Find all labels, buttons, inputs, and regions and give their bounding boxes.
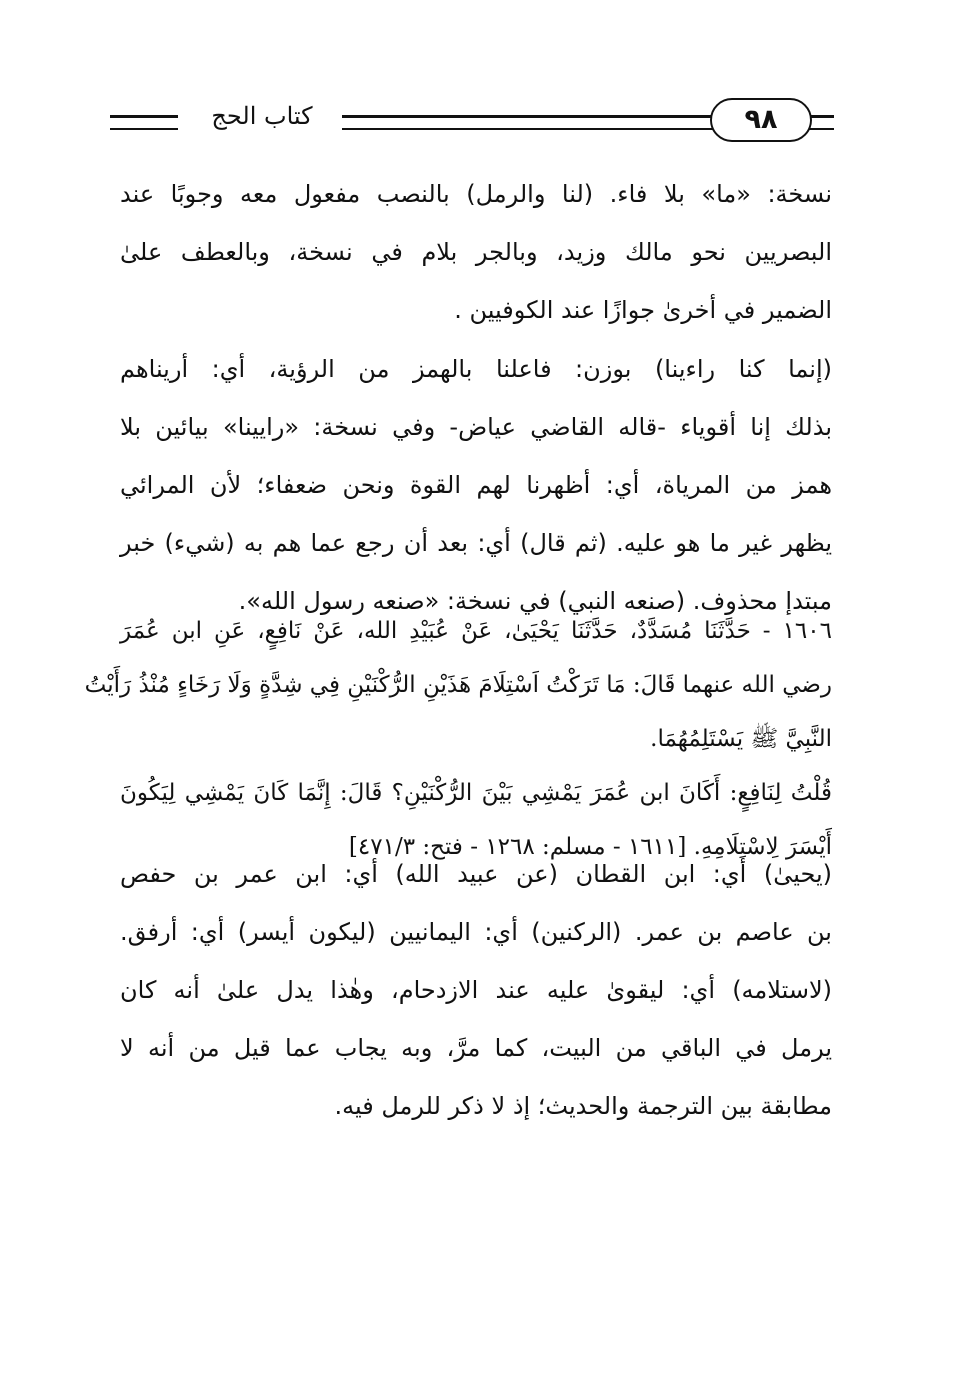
page-number: ٩٨ <box>710 98 812 142</box>
text-line: البصريين نحو مالك وزيد، وبالجر بلام في نسخة، وبالعطف علىٰ <box>120 238 832 266</box>
commentary-block-1 <box>120 165 832 339</box>
text-line: يظهر غير ما هو عليه. (ثم قال) أي: بعد أن رجع عما هم به (شيء) خبر <box>120 529 832 557</box>
running-title: كتاب الحج <box>211 102 313 130</box>
text-line: (إنما كنا راءينا) بوزن: فاعلنا بالهمز من الرؤية، أي: أريناهم <box>120 355 832 383</box>
text-line: همز من المرياة، أي: أظهرنا لهم القوة ونحن ضعفاء؛ لأن المرائي <box>120 471 832 499</box>
hadith-line: أَيْسَرَ لِاسْتِلَامِهِ. [١٦١١ - مسلم: ١٢٦٨ - فتح: ٤٧١/٣] <box>348 834 832 860</box>
hadith-line: النَّبِيَّ ﷺ يَسْتَلِمُهُمَا. <box>650 726 832 752</box>
hadith-line: قُلْتُ لِنَافِعٍ: أَكَانَ ابن عُمَرَ يَمْشِي بَيْنَ الرُّكْنَيْنِ؟ قَالَ: إِنَّمَا كَانَ يَمْشِي لِيَكُونَ <box>120 780 832 806</box>
text-line: مطابقة بين الترجمة والحديث؛ إذ لا ذكر للرمل فيه. <box>334 1092 832 1120</box>
text-line: (يحيىٰ) أي: ابن القطان (عن عبيد الله) أي: ابن عمر بن حفص <box>120 860 832 888</box>
commentary-block-2 <box>120 340 832 630</box>
page-header <box>110 96 834 146</box>
text-line: بذلك إنا أقوياء -قاله القاضي عياض- وفي نسخة: «رايينا» بيائين بلا <box>120 413 832 441</box>
text-line: (لاستلامه) أي: ليقوىٰ عليه عند الازدحام، وهٰذا يدل علىٰ أنه كان <box>120 976 832 1004</box>
hadith-line: ١٦٠٦ - حَدَّثَنَا مُسَدَّدٌ، حَدَّثَنَا يَحْيَىٰ، عَنْ عُبَيْدِ الله، عَنْ نَافِعٍ، عَنِ ابن عُمَرَ <box>120 618 832 644</box>
text-line: بن عاصم بن عمر. (الركنين) أي: اليمانيين (ليكون أيسر) أي: أرفق. <box>120 918 832 946</box>
header-rule-left <box>110 115 178 130</box>
hadith-line: رضي الله عنهما قَالَ: مَا تَرَكْتُ اَسْتِلَامَ هَذَيْنِ الرُّكْنَيْنِ فِي شِدَّةٍ وَلَا رَخَاءٍ مُنْذُ رَأَيْتُ <box>84 672 832 698</box>
text-line: مبتدإ محذوف. (صنعه النبي) في نسخة: «صنعه رسول الله». <box>238 587 832 615</box>
text-line: نسخة: «ما» بلا فاء. (لنا والرمل) بالنصب مفعول معه وجوبًا عند <box>120 180 832 208</box>
text-line: يرمل في الباقي من البيت، كما مرَّ، وبه يجاب عما قيل من أنه لا <box>120 1034 832 1062</box>
hadith-block <box>84 604 832 874</box>
text-line: الضمير في أخرىٰ جوازًا عند الكوفيين . <box>454 296 832 324</box>
commentary-block-3 <box>120 845 832 1135</box>
